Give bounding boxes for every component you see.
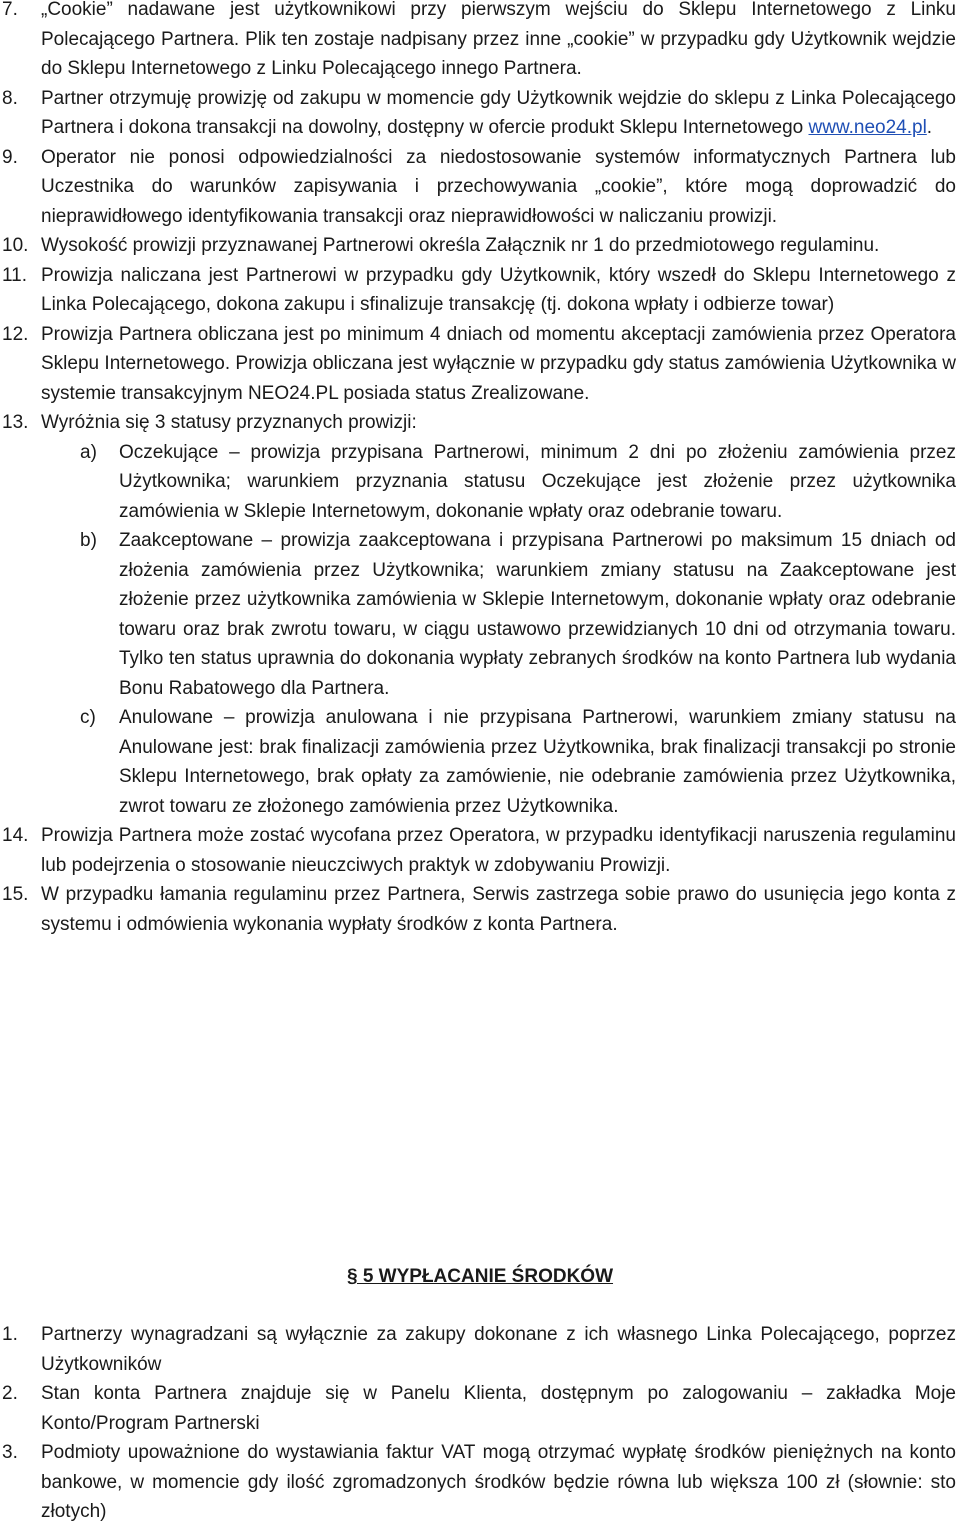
sub-item-letter: c)	[80, 707, 96, 728]
item-text-end: .	[926, 117, 933, 138]
list-item-12	[0, 320, 960, 409]
item-number: 3.	[2, 1442, 18, 1463]
sub-item-text: Zaakceptowane – prowizja zaakceptowana i przypisana Partnerowi po maksimum 15 dniach od złożenia zamówienia przez Użytkownika; warunkiem zmiany statusu na Zaakceptowane jest złożenie przez użytkownika zamówienia w Sklepie Internetowym, dokonanie wpłaty oraz odebranie towaru oraz brak zwrotu towaru, w ciągu ustawowo przewidzianych 10 dni od otrzymania towaru. Tylko ten status uprawnia do dokonania wypłaty zebranych środków na konto Partnera lub wydania Bonu Rabatowego dla Partnera.	[119, 530, 956, 699]
item-text: Operator nie ponosi odpowiedzialności za niedostosowanie systemów informatycznych Partnera lub Uczestnika do warunków zapisywania i przechowywania „cookie”, które mogą doprowadzić do nieprawidłowego identyfikowania transakcji oraz nieprawidłowości w naliczaniu prowizji.	[41, 146, 956, 227]
item-number: 8.	[2, 87, 18, 109]
section5-list	[0, 1320, 960, 1527]
item-number: 10.	[2, 235, 29, 256]
list-item-10	[0, 231, 960, 261]
sub-item-text: Oczekujące – prowizja przypisana Partnerowi, minimum 2 dni po złożeniu zamówienia przez Użytkownika; warunkiem przyznania statusu Oczekujące jest złożenie przez użytkownika zamówienia w Sklepie Internetowym, dokonanie wpłaty oraz odebranie towaru.	[119, 441, 956, 522]
sub-item-a	[0, 438, 960, 527]
item-text: Partner otrzymuję prowizję od zakupu w momencie gdy Użytkownik wejdzie do sklepu z Linka Polecającego Partnera i dokona transakcji na dowolny, dostępny w ofercie produkt Sklepu Internetowego	[41, 87, 956, 138]
item-text: Wyróżnia się 3 statusy przyznanych prowizji:	[41, 412, 417, 433]
item-text: Wysokość prowizji przyznawanej Partnerowi określa Załącznik nr 1 do przedmiotowego regulaminu.	[41, 235, 880, 256]
item-text: Prowizja Partnera może zostać wycofana przez Operatora, w przypadku identyfikacji naruszenia regulaminu lub podejrzenia o stosowanie nieuczciwych praktyk w zdobywaniu Prowizji.	[41, 825, 956, 876]
list-item-11	[0, 261, 960, 320]
item-text: Stan konta Partnera znajduje się w Panelu Klienta, dostępnym po zalogowaniu – zakładka Moje Konto/Program Partnerski	[41, 1383, 956, 1434]
sub-item-letter: b)	[80, 530, 97, 551]
sub-item-text: Anulowane – prowizja anulowana i nie przypisana Partnerowi, warunkiem zmiany statusu na Anulowane jest: brak finalizacji zamówienia przez Użytkownika, brak finalizacji transakcji po stronie Sklepu Internetowego, brak opłaty za zamówienie, nie odebranie zamówienia przez Użytkownika, zwrot towaru ze złożonego zamówienia przez Użytkownika.	[119, 707, 956, 817]
sub-item-c	[0, 703, 960, 821]
item-text: Prowizja naliczana jest Partnerowi w przypadku gdy Użytkownik, który wszedł do Sklepu Internetowego z Linka Polecającego, dokona zakupu i sfinalizuje transakcję (tj. dokona wpłaty i odbierze towar)	[41, 264, 956, 315]
sub-item-b	[0, 526, 960, 703]
list-item-8	[0, 84, 960, 143]
website-link[interactable]: www.neo24.pl	[808, 117, 927, 138]
list-item-14	[0, 821, 960, 880]
section-heading	[0, 1262, 960, 1291]
item-number: 15.	[2, 884, 29, 905]
list-item-s5-1	[0, 1320, 960, 1379]
sub-item-letter: a)	[80, 441, 97, 463]
item-number: 14.	[2, 825, 29, 846]
list-item-13	[0, 408, 960, 438]
item-text: Prowizja Partnera obliczana jest po minimum 4 dniach od momentu akceptacji zamówienia przez Operatora Sklepu Internetowego. Prowizja obliczana jest wyłącznie w przypadku gdy status zamówienia Użytkownika w systemie transakcyjnym NEO24.PL posiada status Zrealizowane.	[41, 323, 956, 404]
item-number: 7.	[2, 0, 18, 20]
list-item-9	[0, 143, 960, 232]
item-number: 13.	[2, 412, 29, 433]
item-number: 11.	[2, 264, 28, 286]
item-text: „Cookie” nadawane jest użytkownikowi przy pierwszym wejściu do Sklepu Internetowego z Linku Polecającego Partnera. Plik ten zostaje nadpisany przez inne „cookie” w przypadku gdy Użytkownik wejdzie do Sklepu Internetowego z Linku Polecającego innego Partnera.	[41, 0, 956, 79]
item-number: 12.	[2, 323, 29, 345]
list-item-15	[0, 880, 960, 939]
list-item-7	[0, 0, 960, 84]
item-number: 9.	[2, 146, 18, 168]
section-heading-text: § 5 WYPŁACANIE ŚRODKÓW	[346, 1266, 614, 1287]
item-number: 1.	[2, 1324, 18, 1345]
item-text: Podmioty upoważnione do wystawiania faktur VAT mogą otrzymać wypłatę środków pieniężnych na konto bankowe, w momencie gdy ilość zgromadzonych środków będzie równa lub większa 100 zł (słownie: sto złotych)	[41, 1442, 956, 1522]
list-item-s5-2	[0, 1379, 960, 1438]
item-number: 2.	[2, 1383, 18, 1404]
item-text: W przypadku łamania regulaminu przez Partnera, Serwis zastrzega sobie prawo do usunięcia jego konta z systemu i odmówienia wykonania wypłaty środków z konta Partnera.	[41, 884, 956, 935]
list-item-s5-3	[0, 1438, 960, 1527]
item-text: Partnerzy wynagradzani są wyłącznie za zakupy dokonane z ich własnego Linka Polecającego, poprzez Użytkowników	[41, 1324, 956, 1375]
